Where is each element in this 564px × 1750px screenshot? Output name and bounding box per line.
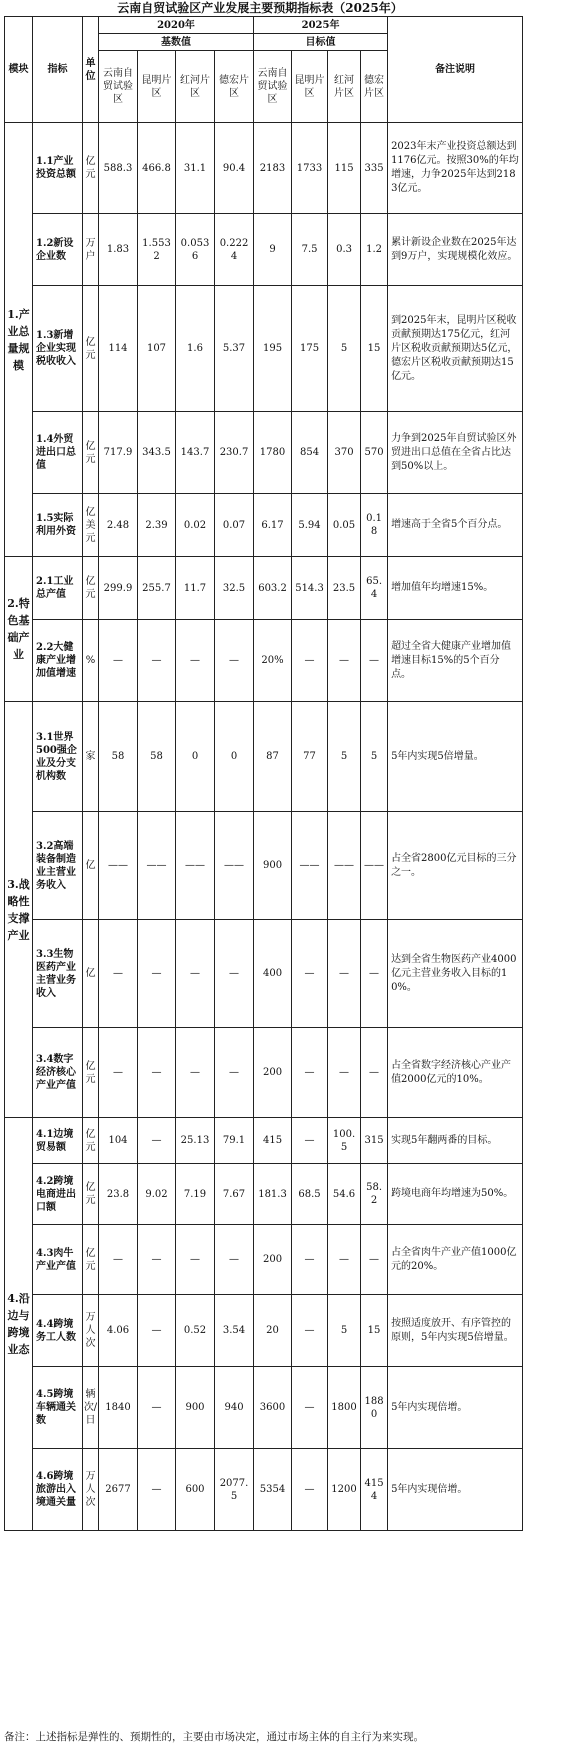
base-value: — <box>138 1118 176 1164</box>
base-value: 104 <box>99 1118 138 1164</box>
target-value: 175 <box>292 286 328 412</box>
target-value: — <box>292 1225 328 1295</box>
unit-cell: 亿元 <box>83 286 99 412</box>
indicator-name: 4.3肉牛产业产值 <box>33 1225 83 1295</box>
base-value: 11.7 <box>176 557 215 620</box>
base-value: — <box>138 1225 176 1295</box>
target-value: 1800 <box>328 1367 361 1449</box>
unit-cell: 亿 <box>83 920 99 1028</box>
base-value: 230.7 <box>215 412 254 494</box>
base-value: 2.48 <box>99 494 138 557</box>
header-remarks: 备注说明 <box>388 17 523 123</box>
base-value: 58 <box>138 702 176 812</box>
header-unit: 单位 <box>83 17 99 123</box>
target-value: 0.3 <box>328 214 361 286</box>
unit-cell: 亿元 <box>83 1225 99 1295</box>
base-value: — <box>138 920 176 1028</box>
target-value: — <box>361 920 388 1028</box>
target-value: — <box>292 1449 328 1531</box>
target-value: 77 <box>292 702 328 812</box>
base-value: 32.5 <box>215 557 254 620</box>
base-value: — <box>99 920 138 1028</box>
target-value: 5 <box>361 702 388 812</box>
unit-cell: 亿元 <box>83 557 99 620</box>
base-value: 900 <box>176 1367 215 1449</box>
indicator-name: 3.3生物医药产业主营业务收入 <box>33 920 83 1028</box>
base-value: 107 <box>138 286 176 412</box>
target-value: 415 <box>254 1118 292 1164</box>
base-value: 0 <box>215 702 254 812</box>
target-value: 854 <box>292 412 328 494</box>
base-value: —— <box>99 812 138 920</box>
unit-cell: 万户 <box>83 214 99 286</box>
target-value: — <box>292 1028 328 1118</box>
remark-cell: 到2025年末，昆明片区税收贡献预期达175亿元，红河片区税收贡献预期达5亿元，德宏片区税收贡献预期达15亿元。 <box>388 286 523 412</box>
header-area: 红河片区 <box>176 51 215 123</box>
base-value: — <box>215 1225 254 1295</box>
remark-cell: 力争到2025年自贸试验区外贸进出口总值在全省占比达到50%以上。 <box>388 412 523 494</box>
target-value: 87 <box>254 702 292 812</box>
base-value: 1.83 <box>99 214 138 286</box>
base-value: — <box>138 1367 176 1449</box>
footnote: 备注：上述指标是弹性的、预期性的，主要由市场决定，通过市场主体的自主行为来实现。 <box>4 1731 424 1743</box>
target-value: — <box>361 1028 388 1118</box>
target-value: — <box>292 1295 328 1367</box>
base-value: 7.67 <box>215 1164 254 1225</box>
base-value: 255.7 <box>138 557 176 620</box>
remark-cell: 达到全省生物医药产业4000亿元主营业务收入目标的10%。 <box>388 920 523 1028</box>
target-value: 2183 <box>254 123 292 214</box>
remark-cell: 超过全省大健康产业增加值增速目标15%的5个百分点。 <box>388 620 523 702</box>
base-value: 1840 <box>99 1367 138 1449</box>
target-value: 181.3 <box>254 1164 292 1225</box>
header-year-base: 2020年 <box>99 17 254 34</box>
target-value: 570 <box>361 412 388 494</box>
indicator-name: 1.5实际利用外资 <box>33 494 83 557</box>
base-value: — <box>99 1028 138 1118</box>
unit-cell: 家 <box>83 702 99 812</box>
base-value: 4.06 <box>99 1295 138 1367</box>
base-value: 3.54 <box>215 1295 254 1367</box>
indicator-name: 1.1产业投资总额 <box>33 123 83 214</box>
target-value: 5 <box>328 702 361 812</box>
remark-cell: 增速高于全省5个百分点。 <box>388 494 523 557</box>
indicator-name: 4.4跨境务工人数 <box>33 1295 83 1367</box>
target-value: 1780 <box>254 412 292 494</box>
target-value: 370 <box>328 412 361 494</box>
target-value: 65.4 <box>361 557 388 620</box>
base-value: 79.1 <box>215 1118 254 1164</box>
base-value: 25.13 <box>176 1118 215 1164</box>
header-area: 昆明片区 <box>138 51 176 123</box>
base-value: 114 <box>99 286 138 412</box>
base-value: — <box>138 1028 176 1118</box>
base-value: 23.8 <box>99 1164 138 1225</box>
remark-cell: 占全省数字经济核心产业产值2000亿元的10%。 <box>388 1028 523 1118</box>
target-value: 603.2 <box>254 557 292 620</box>
base-value: 717.9 <box>99 412 138 494</box>
base-value: 2677 <box>99 1449 138 1531</box>
remark-cell: 增加值年均增速15%。 <box>388 557 523 620</box>
target-value: 315 <box>361 1118 388 1164</box>
indicator-name: 4.6跨境旅游出入境通关量 <box>33 1449 83 1531</box>
base-value: 0.07 <box>215 494 254 557</box>
unit-cell: 万人次 <box>83 1449 99 1531</box>
target-value: — <box>292 1367 328 1449</box>
base-value: 299.9 <box>99 557 138 620</box>
target-value: 115 <box>328 123 361 214</box>
unit-cell: % <box>83 620 99 702</box>
base-value: 0.2224 <box>215 214 254 286</box>
target-value: 58.2 <box>361 1164 388 1225</box>
base-value: — <box>138 1449 176 1531</box>
indicator-name: 2.2大健康产业增加值增速 <box>33 620 83 702</box>
base-value: 0.0536 <box>176 214 215 286</box>
target-value: 4154 <box>361 1449 388 1531</box>
header-indicator: 指标 <box>33 17 83 123</box>
indicator-table <box>4 16 523 1531</box>
target-value: — <box>328 920 361 1028</box>
header-module: 模块 <box>5 17 33 123</box>
header-base-label: 基数值 <box>99 34 254 51</box>
target-value: 15 <box>361 286 388 412</box>
target-value: 0.18 <box>361 494 388 557</box>
header-year-target: 2025年 <box>254 17 388 34</box>
remark-cell: 按照适度放开、有序管控的原则，5年内实现5倍增量。 <box>388 1295 523 1367</box>
target-value: 3600 <box>254 1367 292 1449</box>
target-value: 514.3 <box>292 557 328 620</box>
base-value: 588.3 <box>99 123 138 214</box>
target-value: — <box>328 620 361 702</box>
header-area: 昆明片区 <box>292 51 328 123</box>
base-value: 466.8 <box>138 123 176 214</box>
base-value: 143.7 <box>176 412 215 494</box>
target-value: 1880 <box>361 1367 388 1449</box>
target-value: 0.05 <box>328 494 361 557</box>
base-value: 2.39 <box>138 494 176 557</box>
target-value: 200 <box>254 1225 292 1295</box>
indicator-name: 4.2跨境电商进出口额 <box>33 1164 83 1225</box>
base-value: 1.5532 <box>138 214 176 286</box>
header-area: 云南自贸试验区 <box>254 51 292 123</box>
remark-cell: 跨境电商年均增速为50%。 <box>388 1164 523 1225</box>
target-value: — <box>328 1028 361 1118</box>
target-value: 1200 <box>328 1449 361 1531</box>
base-value: —— <box>176 812 215 920</box>
unit-cell: 亿元 <box>83 1118 99 1164</box>
page-title: 云南自贸试验区产业发展主要预期指标表（2025年） <box>117 1 403 15</box>
target-value: — <box>361 1225 388 1295</box>
base-value: 2077.5 <box>215 1449 254 1531</box>
remark-cell: 5年内实现倍增。 <box>388 1449 523 1531</box>
base-value: 90.4 <box>215 123 254 214</box>
target-value: 200 <box>254 1028 292 1118</box>
header-area: 云南自贸试验区 <box>99 51 138 123</box>
target-value: — <box>361 620 388 702</box>
base-value: 5.37 <box>215 286 254 412</box>
base-value: — <box>138 1295 176 1367</box>
indicator-name: 2.1工业总产值 <box>33 557 83 620</box>
target-value: 20 <box>254 1295 292 1367</box>
indicator-name: 3.4数字经济核心产业产值 <box>33 1028 83 1118</box>
target-value: 5 <box>328 1295 361 1367</box>
target-value: —— <box>292 812 328 920</box>
target-value: — <box>292 1118 328 1164</box>
remark-cell: 5年内实现倍增。 <box>388 1367 523 1449</box>
base-value: 9.02 <box>138 1164 176 1225</box>
header-area: 德宏片区 <box>361 51 388 123</box>
base-value: — <box>176 620 215 702</box>
target-value: 1733 <box>292 123 328 214</box>
target-value: 900 <box>254 812 292 920</box>
unit-cell: 亿元 <box>83 412 99 494</box>
target-value: 335 <box>361 123 388 214</box>
unit-cell: 亿美元 <box>83 494 99 557</box>
unit-cell: 亿元 <box>83 1164 99 1225</box>
indicator-name: 1.2新设企业数 <box>33 214 83 286</box>
base-value: —— <box>138 812 176 920</box>
module-cell: 2.特色基础产业 <box>5 557 33 702</box>
base-value: 0.52 <box>176 1295 215 1367</box>
unit-cell: 万人次 <box>83 1295 99 1367</box>
header-area: 德宏片区 <box>215 51 254 123</box>
target-value: — <box>292 920 328 1028</box>
target-value: 400 <box>254 920 292 1028</box>
remark-cell: 2023年末产业投资总额达到1176亿元。按照30%的年均增速，力争2025年达到2183亿元。 <box>388 123 523 214</box>
target-value: 5354 <box>254 1449 292 1531</box>
target-value: 15 <box>361 1295 388 1367</box>
header-target-label: 目标值 <box>254 34 388 51</box>
unit-cell: 辆次/日 <box>83 1367 99 1449</box>
base-value: 1.6 <box>176 286 215 412</box>
base-value: 7.19 <box>176 1164 215 1225</box>
indicator-name: 4.1边境贸易额 <box>33 1118 83 1164</box>
base-value: 0.02 <box>176 494 215 557</box>
base-value: 58 <box>99 702 138 812</box>
target-value: 6.17 <box>254 494 292 557</box>
remark-cell: 占全省2800亿元目标的三分之一。 <box>388 812 523 920</box>
unit-cell: 亿元 <box>83 123 99 214</box>
base-value: — <box>176 1028 215 1118</box>
base-value: 31.1 <box>176 123 215 214</box>
remark-cell: 占全省肉牛产业产值1000亿元的20%。 <box>388 1225 523 1295</box>
base-value: —— <box>215 812 254 920</box>
base-value: — <box>215 1028 254 1118</box>
header-area: 红河片区 <box>328 51 361 123</box>
module-cell: 3.战略性支撑产业 <box>5 702 33 1118</box>
remark-cell: 5年内实现5倍增量。 <box>388 702 523 812</box>
indicator-name: 1.4外贸进出口总值 <box>33 412 83 494</box>
target-value: 5 <box>328 286 361 412</box>
indicator-name: 3.1世界500强企业及分支机构数 <box>33 702 83 812</box>
target-value: 23.5 <box>328 557 361 620</box>
module-cell: 1.产业总量规模 <box>5 123 33 557</box>
module-cell: 4.沿边与跨境业态 <box>5 1118 33 1531</box>
target-value: — <box>328 1225 361 1295</box>
base-value: 343.5 <box>138 412 176 494</box>
target-value: — <box>292 620 328 702</box>
target-value: —— <box>361 812 388 920</box>
unit-cell: 亿元 <box>83 1028 99 1118</box>
base-value: — <box>176 920 215 1028</box>
target-value: —— <box>328 812 361 920</box>
base-value: 940 <box>215 1367 254 1449</box>
indicator-name: 1.3新增企业实现税收收入 <box>33 286 83 412</box>
target-value: 195 <box>254 286 292 412</box>
base-value: 0 <box>176 702 215 812</box>
target-value: 68.5 <box>292 1164 328 1225</box>
indicator-name: 3.2高端装备制造业主营业务收入 <box>33 812 83 920</box>
base-value: — <box>176 1225 215 1295</box>
base-value: 600 <box>176 1449 215 1531</box>
target-value: 9 <box>254 214 292 286</box>
base-value: — <box>99 620 138 702</box>
target-value: 7.5 <box>292 214 328 286</box>
remark-cell: 实现5年翻两番的目标。 <box>388 1118 523 1164</box>
base-value: — <box>215 620 254 702</box>
base-value: — <box>138 620 176 702</box>
target-value: 5.94 <box>292 494 328 557</box>
indicator-name: 4.5跨境车辆通关数 <box>33 1367 83 1449</box>
remark-cell: 累计新设企业数在2025年达到9万户，实现规模化效应。 <box>388 214 523 286</box>
target-value: 54.6 <box>328 1164 361 1225</box>
target-value: 100.5 <box>328 1118 361 1164</box>
unit-cell: 亿 <box>83 812 99 920</box>
base-value: — <box>215 920 254 1028</box>
target-value: 20% <box>254 620 292 702</box>
base-value: — <box>99 1225 138 1295</box>
target-value: 1.2 <box>361 214 388 286</box>
